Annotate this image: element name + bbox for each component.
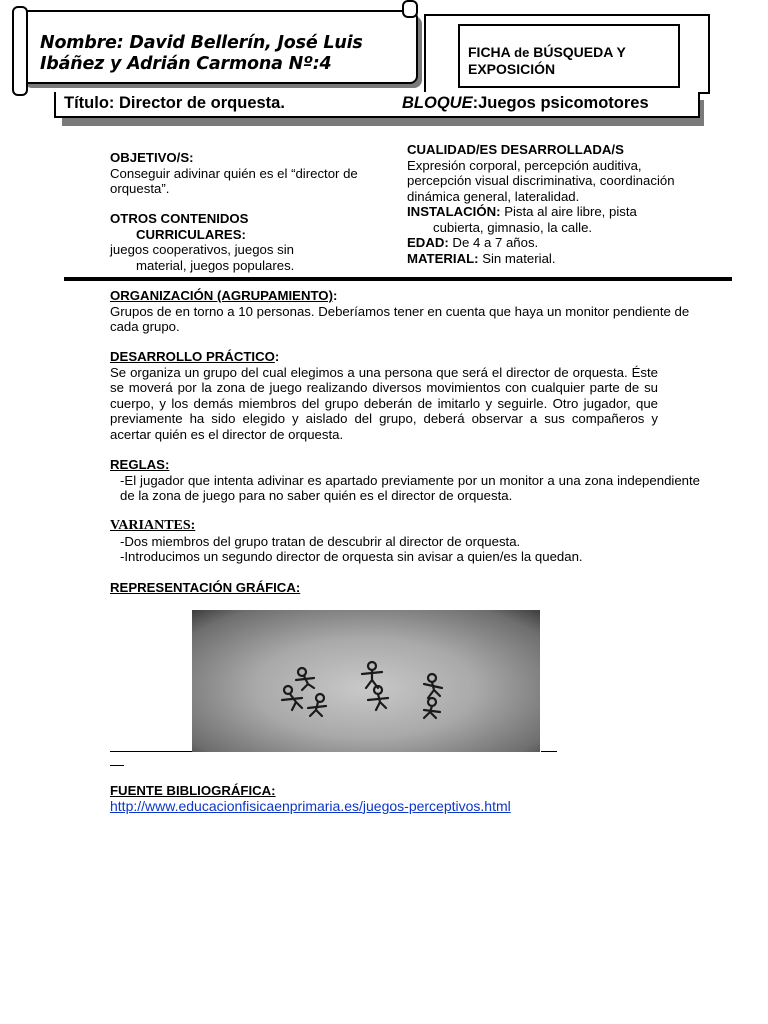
organizacion-label: ORGANIZACIÓN (AGRUPAMIENTO) — [110, 288, 333, 303]
stick-figure — [282, 686, 302, 710]
author-names — [40, 33, 410, 75]
instalacion-text-2: cubierta, gimnasio, la calle. — [433, 219, 593, 235]
otros-contenidos-text-1: juegos cooperativos, juegos sin — [110, 242, 295, 257]
variante-item-1: -Dos miembros del grupo tratan de descubrir al director de orquesta. — [120, 533, 521, 549]
stick-figure — [368, 686, 388, 710]
ficha-word-busqueda: BÚSQUEDA Y — [529, 44, 626, 60]
instalacion-text: Pista al aire libre, pista — [500, 204, 637, 219]
material-line — [407, 251, 697, 267]
stick-figures-photo — [192, 610, 540, 752]
objetivos-label: OBJETIVO/S: — [110, 150, 194, 165]
otros-contenidos-label: OTROS CONTENIDOS — [110, 211, 249, 226]
reglas-section — [110, 457, 700, 504]
organizacion-colon: : — [332, 288, 338, 303]
material-text: Sin material. — [478, 250, 556, 266]
variantes-label: VARIANTES: — [110, 518, 196, 533]
desarrollo-label: DESARROLLO PRÁCTICO — [110, 349, 275, 364]
ficha-word-de: de — [514, 45, 530, 60]
organizacion-heading — [110, 288, 700, 304]
ficha-title — [468, 44, 668, 78]
section-divider — [64, 277, 732, 281]
bloque-label: BLOQUE — [402, 94, 473, 112]
underline-right — [541, 751, 557, 752]
stick-figures-drawing — [192, 610, 540, 752]
underline-left — [110, 751, 192, 752]
stick-figure — [362, 662, 382, 688]
stick-figure — [296, 668, 314, 690]
variantes-section — [110, 518, 700, 565]
activity-title: Título: Director de orquesta. — [64, 94, 285, 112]
banner-scroll-curl-right — [402, 0, 418, 18]
otros-contenidos-section — [110, 211, 372, 273]
organizacion-text: Grupos de en torno a 10 personas. Deberíamos tener en cuenta que haya un monitor pendiente de cada grupo. — [110, 303, 690, 334]
bloque-heading — [402, 94, 649, 113]
underline-bottom — [110, 765, 124, 766]
author-line-2: Ibáñez y Adrián Carmona Nº:4 — [40, 54, 332, 74]
desarrollo-text: Se organiza un grupo del cual elegimos a una persona que será el director de orquesta. Éste se moverá por la zona de juego realizando diversos movimientos con cualquier parte de su cuerpo, y los demás miembros del grupo deberán de imitarlo y seguirle. Otro jugador, que previamente ha sido elegido y aislado del grupo, deberá observar a sus compañeros y acertar quién es el director de orquesta. — [110, 364, 658, 442]
stick-figure — [308, 694, 326, 716]
representacion-label: REPRESENTACIÓN GRÁFICA: — [110, 580, 301, 595]
edad-text: De 4 a 7 años. — [448, 235, 539, 250]
banner-scroll-curl-left — [12, 6, 28, 96]
ficha-word-1: FICHA — [468, 44, 515, 60]
cualidades-section — [407, 142, 697, 266]
stick-figure — [424, 698, 440, 718]
instalacion-line — [407, 204, 697, 220]
fuente-label: FUENTE BIBLIOGRÁFICA: — [110, 783, 276, 798]
fuente-section — [110, 783, 700, 814]
author-line-1: Nombre: David Bellerín, José Luis — [40, 33, 363, 53]
desarrollo-section — [110, 349, 658, 442]
bloque-value: :Juegos psicomotores — [472, 94, 649, 112]
fuente-link[interactable]: http://www.educacionfisicaenprimaria.es/juegos-perceptivos.html — [110, 797, 511, 814]
curriculares-label: CURRICULARES: — [136, 226, 246, 242]
objetivos-text: Conseguir adivinar quién es el “director de orquesta”. — [110, 165, 358, 196]
objetivos-section — [110, 150, 372, 197]
edad-label: EDAD: — [407, 235, 449, 250]
instalacion-label: INSTALACIÓN: — [407, 204, 501, 219]
desarrollo-colon: : — [274, 349, 280, 364]
organizacion-section — [110, 288, 700, 335]
reglas-label: REGLAS: — [110, 457, 170, 472]
cualidades-label: CUALIDAD/ES DESARROLLADA/S — [407, 142, 624, 157]
variante-item-2: -Introducimos un segundo director de orquesta sin avisar a quien/es la quedan. — [120, 549, 583, 564]
ficha-word-exposicion: EXPOSICIÓN — [468, 61, 556, 77]
desarrollo-heading — [110, 349, 658, 365]
otros-contenidos-text-2: material, juegos populares. — [136, 257, 295, 273]
reglas-text: -El jugador que intenta adivinar es apartado previamente por un monitor a una zona independiente de la zona de juego para no saber quién es el director de orquesta. — [120, 472, 700, 503]
stick-figure — [424, 674, 442, 698]
edad-line — [407, 235, 697, 251]
material-label: MATERIAL: — [407, 250, 479, 266]
cualidades-text: Expresión corporal, percepción auditiva, percepción visual discriminativa, coordinación dinámica general, lateralidad. — [407, 157, 675, 204]
